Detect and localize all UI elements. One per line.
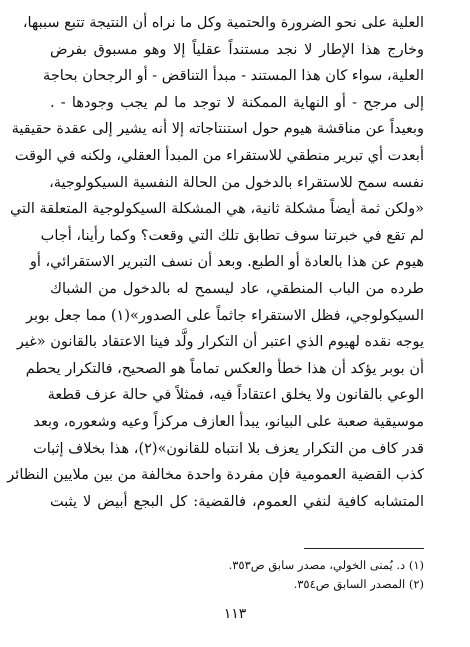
body-text <box>7 10 424 515</box>
text-line: موسيقية صعبة على البيانو، يبدأ العازف مركزاً وعيه وشعوره، وبعد <box>33 413 424 430</box>
text-line: وبعيداً عن مناقشة هيوم حول استنتاجاته إلا أنه يشير إلى عقدة حقيقية <box>11 121 424 138</box>
text-line: العلية، سواء كان هذا المستند - مبدأ التناقض - أو الرجحان بحاجة <box>43 68 424 85</box>
text-line: قدر كاف من التكرار يعزف بلا انتباه للقانون»(٢)، هذا بخلاف إثبات <box>33 440 424 457</box>
text-line: لم تقع في خبرتنا سوف تطابق تلك التي وقعت؟ وكما رأينا، أجاب <box>40 227 424 244</box>
text-line: أن بوبر يؤكد أن هذا خطأ والعكس تماماً هو الصحيح، فالتكرار يحطم <box>25 360 424 377</box>
text-line: وخارج هذا الإطار لا نجد مستنداً عقلياً إلا وهو مسبوق بفرض <box>50 41 424 58</box>
text-line: «ولكن ثمة أيضاً مشكلة ثانية، هي المشكلة السيكولوجية المتعلقة التي <box>9 201 424 218</box>
text-line: كذب القضية العمومية فإن مفردة واحدة مخالفة من بين ملايين النظائر <box>7 467 424 484</box>
text-line: السيكولوجي، فظل الاستقراء جاثماً على الصدور»(١) مما جعل بوبر <box>25 307 424 324</box>
text-line: إلى مرجح - أو النهاية الممكنة لا توجد ما لم يجب وجودها - . <box>50 94 424 111</box>
text-line: طرده من الباب المنطقي، عاد ليسمح له بالدخول من الشباك <box>50 280 424 297</box>
text-line: نفسه سمح للاستقراء بالدخول من الحالة النفسية السيكولوجية، <box>49 174 424 191</box>
text-line: يوجه نقده لهيوم الذي اعتبر أن التكرار ولَّد فينا الاعتقاد بالقانون «غير <box>16 334 424 351</box>
text-line: هيوم عن هذا بالعادة أو الطبع. وبعد أن نسف التبرير الاستقرائي، أو <box>29 254 424 271</box>
text-line: أبعدت أي تبرير منطقي للاستقراء من المبدأ العقلي، ولكنه في الوقت <box>14 147 424 164</box>
text-line: الوعي بالقانون ولا يخلق اعتقاداً فيه، فمثلاً في حالة عزف قطعة <box>47 387 424 404</box>
text-line: المتشابه كافية لنفي العموم، فالقضية: كل البجع أبيض لا يثبت <box>50 493 424 510</box>
text-line: العلية على نحو الضرورة والحتمية وكل ما نراه أن النتيجة تتبع سببها، <box>22 15 424 31</box>
footnotes <box>50 556 424 594</box>
footnote-divider <box>304 548 424 549</box>
footnote-1: (١) د. يُمنى الخولي، مصدر سابق ص٣٥٣. <box>228 558 424 572</box>
footnote-2: (٢) المصدر السابق ص٣٥٤. <box>293 577 424 591</box>
page-number: ١١٣ <box>223 606 247 622</box>
